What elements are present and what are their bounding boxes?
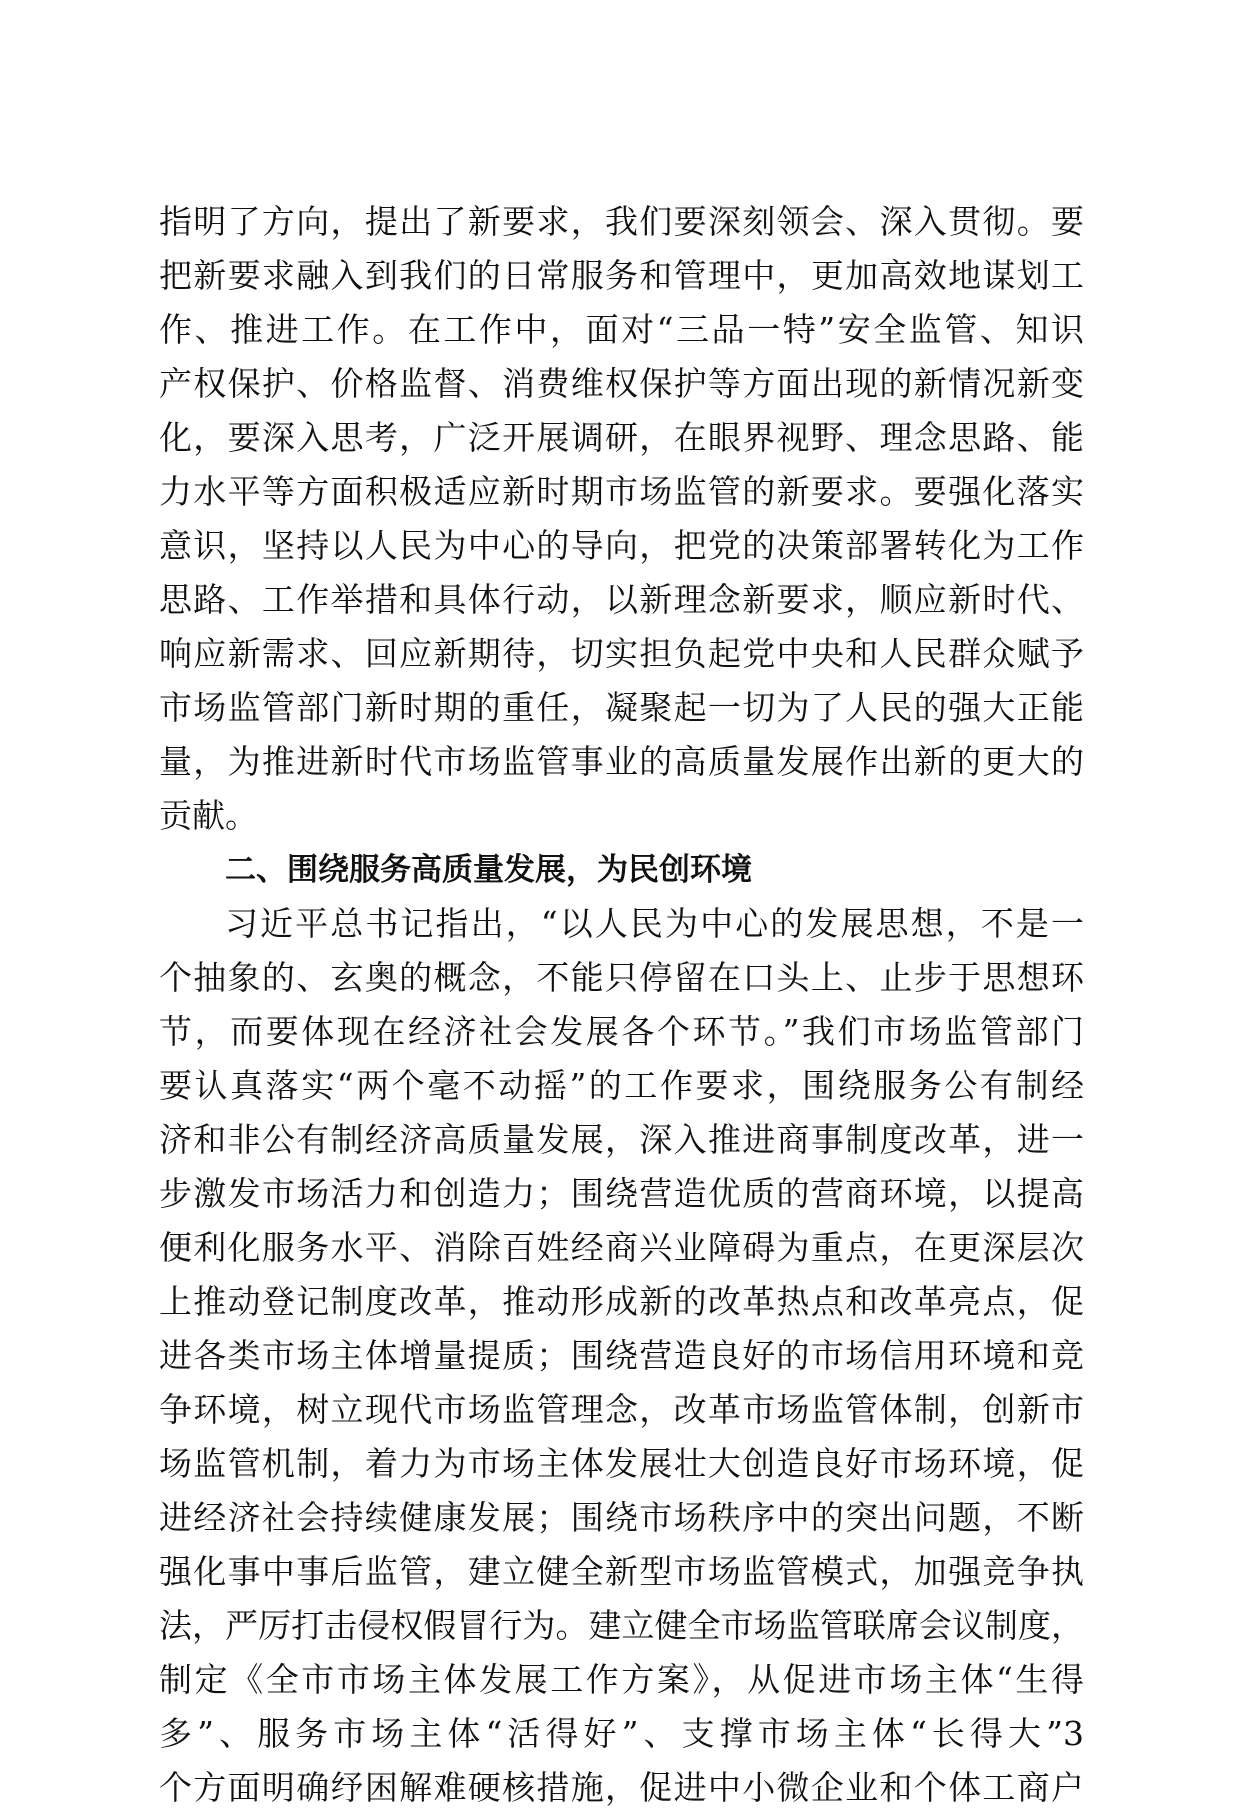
text-line: 作、推进工作。在工作中，面对“三品一特”安全监管、知识	[159, 310, 1084, 349]
text-line: 意识，坚持以人民为中心的导向，把党的决策部署转化为工作	[159, 526, 1084, 565]
text-line: 量，为推进新时代市场监管事业的高质量发展作出新的更大的	[159, 742, 1084, 781]
text-line: 进经济社会持续健康发展；围绕市场秩序中的突出问题，不断	[159, 1498, 1084, 1537]
text-line: 上推动登记制度改革，推动形成新的改革热点和改革亮点，促	[159, 1282, 1084, 1321]
text-line: 个方面明确纾困解难硬核措施，促进中小微企业和个体工商户	[159, 1768, 1084, 1807]
text-line: 法，严厉打击侵权假冒行为。建立健全市场监管联席会议制度，	[159, 1606, 1084, 1645]
text-line: 济和非公有制经济高质量发展，深入推进商事制度改革，进一	[159, 1120, 1084, 1159]
text-line: 思路、工作举措和具体行动，以新理念新要求，顺应新时代、	[159, 580, 1084, 619]
document-body	[159, 195, 1084, 1815]
text-line: 节，而要体现在经济社会发展各个环节。”我们市场监管部门	[159, 1012, 1084, 1051]
text-line: 多”、服务市场主体“活得好”、支撑市场主体“长得大”3	[159, 1714, 1084, 1753]
text-line: 便利化服务水平、消除百姓经商兴业障碍为重点，在更深层次	[159, 1228, 1084, 1267]
text-line: 个抽象的、玄奥的概念，不能只停留在口头上、止步于思想环	[159, 958, 1084, 997]
text-line: 化，要深入思考，广泛开展调研，在眼界视野、理念思路、能	[159, 418, 1084, 457]
text-line: 争环境，树立现代市场监管理念，改革市场监管体制，创新市	[159, 1390, 1084, 1429]
text-line: 步激发市场活力和创造力；围绕营造优质的营商环境，以提高	[159, 1174, 1084, 1213]
text-line: 强化事中事后监管，建立健全新型市场监管模式，加强竞争执	[159, 1552, 1084, 1591]
text-line: 贡献。	[159, 796, 258, 835]
text-line: 进各类市场主体增量提质；围绕营造良好的市场信用环境和竞	[159, 1336, 1084, 1375]
section-paragraph	[159, 897, 1084, 1815]
text-line: 力水平等方面积极适应新时期市场监管的新要求。要强化落实	[159, 472, 1084, 511]
text-line: 制定《全市市场主体发展工作方案》，从促进市场主体“生得	[159, 1660, 1084, 1699]
text-line: 指明了方向，提出了新要求，我们要深刻领会、深入贯彻。要	[159, 202, 1084, 241]
section-heading: 二、围绕服务高质量发展，为民创环境	[225, 852, 752, 888]
text-line: 响应新需求、回应新期待，切实担负起党中央和人民群众赋予	[159, 634, 1084, 673]
text-line: 市场监管部门新时期的重任，凝聚起一切为了人民的强大正能	[159, 688, 1084, 727]
text-line: 场监管机制，着力为市场主体发展壮大创造良好市场环境，促	[159, 1444, 1084, 1483]
text-line: 产权保护、价格监督、消费维权保护等方面出现的新情况新变	[159, 364, 1084, 403]
text-line: 习近平总书记指出，“以人民为中心的发展思想，不是一	[225, 904, 1084, 943]
text-line: 要认真落实“两个毫不动摇”的工作要求，围绕服务公有制经	[159, 1066, 1084, 1105]
text-line: 把新要求融入到我们的日常服务和管理中，更加高效地谋划工	[159, 256, 1084, 295]
paragraph-continued	[159, 195, 1084, 843]
